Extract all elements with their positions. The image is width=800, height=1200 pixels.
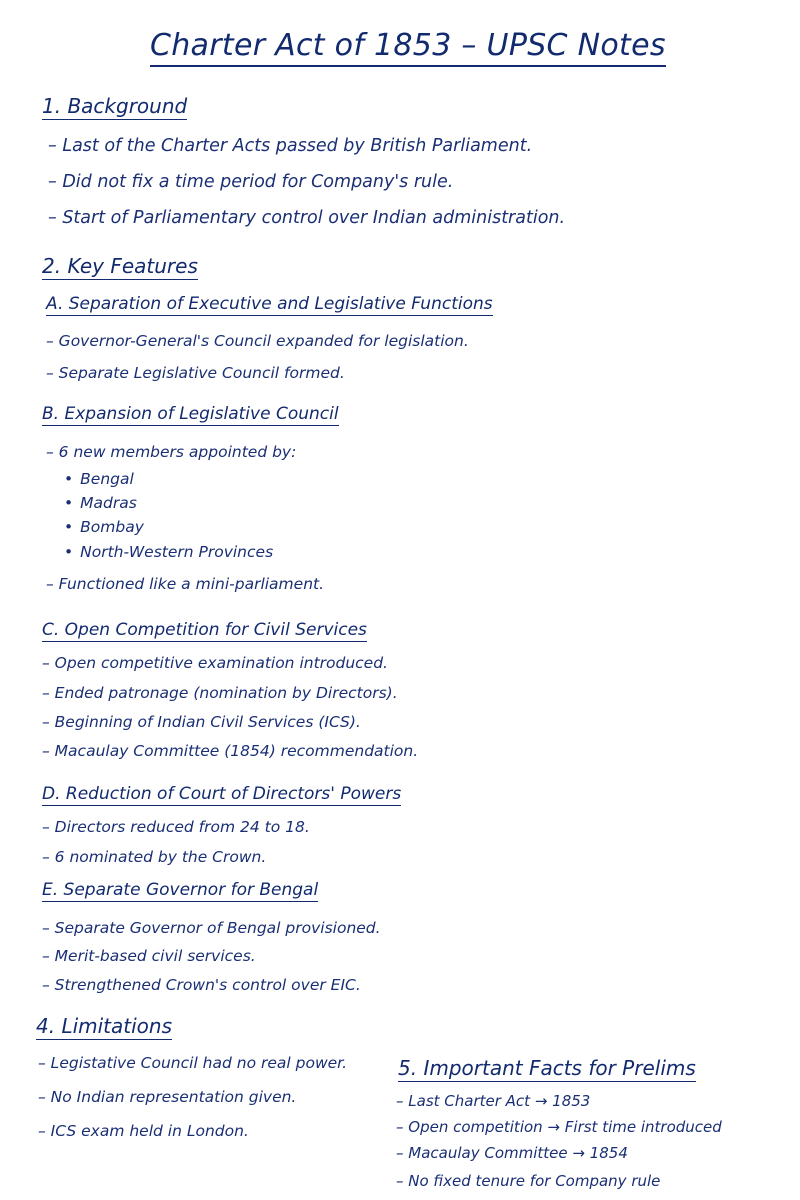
section-b-bullet: • North-Western Provinces: [64, 543, 273, 561]
limitations-point: – ICS exam held in London.: [38, 1122, 249, 1140]
section-d-point: – Directors reduced from 24 to 18.: [42, 818, 310, 836]
section-b-bullet: • Bombay: [64, 518, 144, 536]
section-b-bullet: • Madras: [64, 494, 137, 512]
facts-point: – Open competition → First time introduced: [396, 1118, 722, 1136]
limitations-point: – Legistative Council had no real power.: [38, 1054, 348, 1072]
section-a-heading: A. Separation of Executive and Legislative Functions: [46, 294, 493, 314]
background-point: – Start of Parliamentary control over Indian administration.: [48, 208, 566, 228]
section-b-bullet: • Bengal: [64, 470, 134, 488]
section-e-heading: E. Separate Governor for Bengal: [42, 880, 319, 900]
section-c-point: – Open competitive examination introduced.: [42, 654, 388, 672]
page-title: Charter Act of 1853 – UPSC Notes: [150, 28, 666, 67]
facts-point: – No fixed tenure for Company rule: [396, 1172, 661, 1190]
section-d-heading: D. Reduction of Court of Directors' Powers: [42, 784, 402, 804]
section-e-point: – Strengthened Crown's control over EIC.: [42, 976, 361, 994]
section-c-heading: C. Open Competition for Civil Services: [42, 620, 367, 640]
facts-heading: 5. Important Facts for Prelims: [398, 1056, 696, 1080]
background-point: – Last of the Charter Acts passed by British Parliament.: [48, 136, 533, 156]
section-a-point: – Governor-General's Council expanded for legislation.: [46, 332, 469, 350]
section-b-outro: – Functioned like a mini-parliament.: [46, 575, 325, 593]
limitations-point: – No Indian representation given.: [38, 1088, 297, 1106]
section-e-point: – Merit-based civil services.: [42, 947, 256, 965]
key-features-heading: 2. Key Features: [42, 254, 198, 278]
section-c-point: – Ended patronage (nomination by Directors).: [42, 684, 398, 702]
section-a-point: – Separate Legislative Council formed.: [46, 364, 345, 382]
limitations-heading: 4. Limitations: [36, 1014, 173, 1038]
section-b-intro: – 6 new members appointed by:: [46, 443, 297, 461]
section-d-point: – 6 nominated by the Crown.: [42, 848, 267, 866]
facts-point: – Macaulay Committee → 1854: [396, 1144, 628, 1162]
background-heading: 1. Background: [42, 94, 188, 118]
section-c-point: – Macaulay Committee (1854) recommendation.: [42, 742, 419, 760]
section-c-point: – Beginning of Indian Civil Services (ICS).: [42, 713, 361, 731]
background-point: – Did not fix a time period for Company's rule.: [48, 172, 454, 192]
facts-point: – Last Charter Act → 1853: [396, 1092, 591, 1110]
section-e-point: – Separate Governor of Bengal provisioned.: [42, 919, 381, 937]
section-b-heading: B. Expansion of Legislative Council: [42, 404, 339, 424]
